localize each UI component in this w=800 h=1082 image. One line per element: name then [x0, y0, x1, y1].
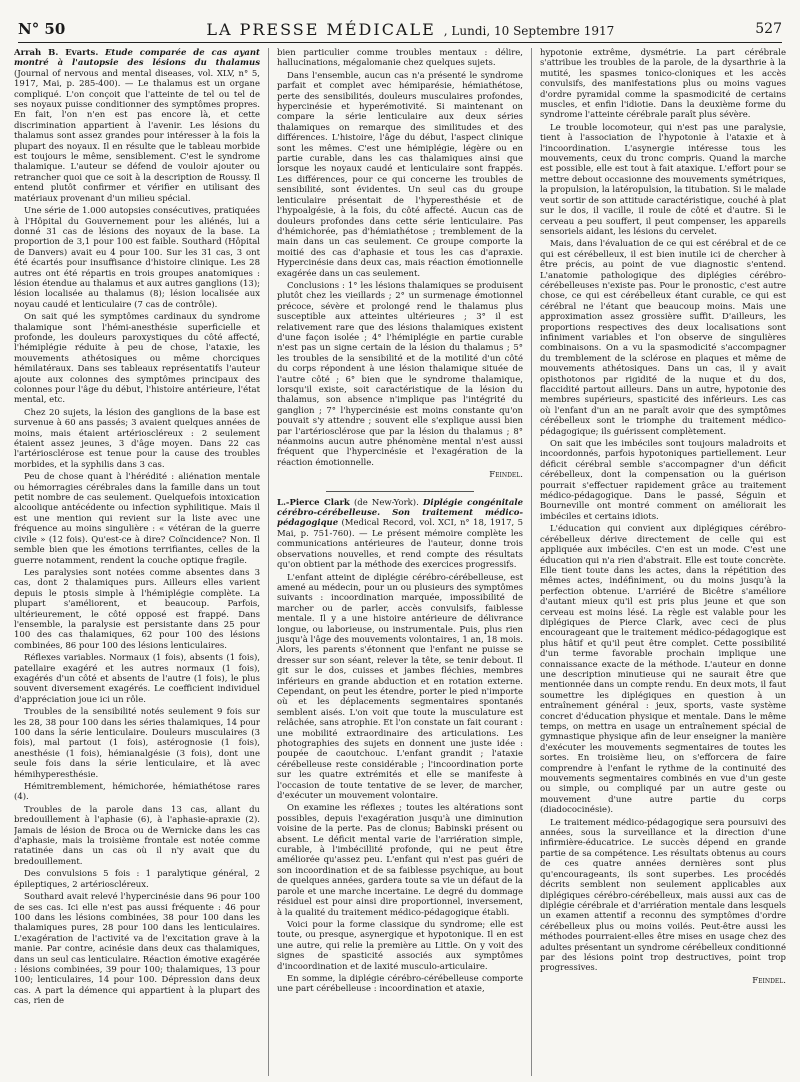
article-clark-intro: [277, 498, 523, 571]
article-title: Diplégie congénitale cérébro-cérébelleuse. Son traitement médico-pédagogique: [277, 497, 523, 529]
article-author: L.-Pierce Clark: [277, 497, 350, 508]
article-reference: (Medical Record, vol. XCI, n° 18, 1917, 5 Mai, p. 751-760). — Le présent mémoire complète les communications antérieures de l'auteur, donne trois observations nouvelles, et rend compte des résultats qu'on obtient par la méthode des exercices progressifs.: [277, 518, 523, 571]
signature: Feindel.: [489, 470, 523, 481]
article-reference: (Journal of nervous and mental diseases, vol. XLV, n° 5, 1917, Mai, p. 285-400). — Le thalamus est un organe compliqué. L'on conçoit que l'atteinte de tel ou tel de ses noyaux puisse conditionner des symptômes propres. En fait, l'on n'en est pas encore là, et cette discrimination appartient à l'avenir. Les lésions du thalamus sont assez grandes pour intéresser à la fois la plupart des noyaux. Il en résulte que le tableau morbide est toujours le même, sensiblement. C'est le syndrome thalamique. L'auteur se défend de vouloir ajouter ou retrancher quoi que ce soit à la description de Roussy. Il entend plutôt confirmer et vérifier en utilisant des matériaux provenant d'un milieu spécial.: [14, 68, 260, 204]
paragraph: Peu de chose quant à l'hérédité : aliénation mentale ou hémorragies cérébrales dans la famille dans un tout petit nombre de cas seulement. Quelquefois intoxication alcoolique antécédente ou infection syphilitique. Mais il est une mention qui revient sur la liste avec une fréquence au moins singulière : « vétéran de la guerre civile » (12 fois). Qu'est-ce à dire? Coïncidence? Non. Il semble bien que les émotions terrifiantes, celles de la guerre notamment, rendent la couche optique fragile.: [14, 472, 260, 566]
paragraph: Troubles de la sensibilité notés seulement 9 fois sur les 28, 38 pour 100 dans les séries thalamiques, 14 pour 100 dans la série lenticulaire. Douleurs musculaires (3 fois), mal partout (1 fois), astérognosie (1 fois), anesthésie (1 fois), hémianalgésie (3 fois), dont une seule fois dans la série lenticulaire, et là avec hémihyperesthésie.: [14, 707, 260, 780]
author-location: (de New-York).: [353, 497, 419, 508]
column-1: [14, 48, 260, 1076]
paragraph: Les paralysies sont notées comme absentes dans 3 cas, dont 2 thalamiques purs. Ailleurs elles varient depuis le ptosis simple à l'hémiplégie complète. La plupart s'améliorent, et beaucoup. Parfois, ultérieurement, le côté opposé est frappé. Dans l'ensemble, la paralysie est persistante dans 25 pour 100 des cas thalamiques, 62 pour 100 des lésions combinées, 86 pour 100 des lésions lenticulaires.: [14, 567, 260, 651]
paragraph: On examine les réflexes ; toutes les altérations sont possibles, depuis l'exagération jusqu'à une diminution voisine de la perte. Pas de clonus; Babinski présent ou absent. Le déficit mental varie de l'arriération simple, curable, à l'imbécillité profonde, qui ne peut être améliorée qu'assez peu. L'enfant qui n'est pas guéri de son incoordination et de sa faiblesse psychique, au bout de quelques années, gardera toute sa vie un défaut de la parole et une marche incertaine. Le degré du dommage résiduel est pour ainsi dire proportionnel, inversement, à la qualité du traitement médico-pédagogique établi.: [277, 803, 523, 918]
article-evarts-intro: [14, 48, 260, 204]
paragraph: Troubles de la parole dans 13 cas, allant du bredouillement à l'aphasie (6), à l'aphasie-apraxie (2). Jamais de lésion de Broca ou de Wernicke dans les cas d'aphasie, mais la troisième frontale est notée comme ratatinée dans un cas où il n'y avait que du bredouillement.: [14, 804, 260, 867]
paragraph: Des convulsions 5 fois : 1 paralytique général, 2 épileptiques, 2 artérioscléreux.: [14, 869, 260, 890]
paragraph: Le traitement médico-pédagogique sera poursuivi des années, sous la surveillance et la direction d'une infirmière-éducatrice. Le succès dépend en grande partie de sa compétence. Les résultats obtenus au cours de ces quatre années dernières sont plus qu'encourageants, ils sont superbes. Les procédés décrits semblent non seulement applicables aux diplégiques cérébro-cérébelleux, mais aussi aux cas de diplégie cérébrale et d'arriération mentale dans lesquels un examen attentif a reconnu des symptômes d'ordre cérébelleux plus ou moins voilés. Peut-être aussi les méthodes pourraient-elles être mises en usage chez des adultes présentant un syndrome cérébelleux conditionné par des lésions point trop destructives, point trop progressives.: [540, 817, 786, 974]
paragraph: Le trouble locomoteur, qui n'est pas une paralysie, tient à l'association de l'hypotonie à l'ataxie et à l'incoordination. L'asynergie intéresse tous les mouvements, ceux du tronc compris. Quand la marche est possible, elle est tout à fait ataxique. L'effort pour se mettre debout occasionne des mouvements symétriques, la propulsion, la latéropulsion, la titubation. Si le malade veut sortir de son attitude caractéristique, couché à plat sur le dos, il vacille, il roule de côté et d'autre. Si le cerveau a peu souffert, il peut compenser, les appareils sensoriels aidant, les lésions du cervelet.: [540, 122, 786, 237]
page-header: [18, 16, 782, 43]
paragraph: L'enfant atteint de diplégie cérébro-cérébelleuse, est amené au médecin, pour un ou plusieurs des symptômes suivants : incoordination marquée, impossibilité de marcher ou de parler, accès convulsifs, faiblesse mentale. Il y a une histoire antérieure de délivrance longue, ou laborieuse, ou instrumentale. Puis, plus rien jusqu'à l'âge des mouvements volontaires, 1 an, 18 mois. Alors, les parents s'étonnent que l'enfant ne puisse se dresser sur son séant, relever la tête, se tenir debout. Il git sur le dos, cuisses et jambes fléchies, membres inférieurs en grande abduction et en rotation externe. Cependant, on peut les étendre, porter le pied n'importe où et les déplacements segmentaires spontanés semblent aisés. L'on voit que toute la musculature est relâchée, sans atrophie. Et l'on constate un fait courant : une mobilité extraordinaire des articulations. Les photographies des sujets en donnent une juste idée : poupée de caoutchouc. L'enfant grandit ; l'ataxie cérébelleuse reste considérable ; l'incoordination porte sur les quatre extrémités et elle se manifeste à l'occasion de toute tentative de se lever, de marcher, d'exécuter un mouvement volontaire.: [277, 572, 523, 802]
text-columns: [14, 48, 786, 1076]
signature: Feindel.: [752, 975, 786, 986]
paragraph: hypotonie extrême, dysmétrie. La part cérébrale s'attribue les troubles de la parole, de la dysarthrie à la mutité, les spasmes tonico-cloniques et les accès convulsifs, des manifestations plus ou moins vagues d'ordre pyramidal comme la spasmodicité de certains muscles, et enfin l'idiotie. Dans la deuxième forme du syndrome l'atteinte cérébrale paraît plus sévère.: [540, 48, 786, 121]
paragraph: Une série de 1.000 autopsies consécutives, pratiquées à l'Hôpital du Gouvernement pour les aliénés, lui a donné 31 cas de lésions des noyaux de la base. La proportion de 3,1 pour 100 est faible. Southard (Hôpital de Danvers) avait eu 4 pour 100. Sur les 31 cas, 3 ont été écartés pour insuffisance d'histoire clinique. Les 28 autres ont été répartis en trois groupes anatomiques : lésion étendue au thalamus et aux autres ganglions (13); lésion localisée au thalamus (8); lésion localisée aux noyau caudé et lenticulaire (7 cas de contrôle).: [14, 206, 260, 310]
journal-title: [206, 20, 614, 39]
paragraph: Voici pour la forme classique du syndrome; elle est toute, ou presque, asynergique et hypotonique. Il en est une autre, qui relie la première au Little. On y voit des signes de spasticité associés aux symptômes d'incoordination et de laxité musculo-articulaire.: [277, 919, 523, 972]
paragraph: En somme, la diplégie cérébro-cérébelleuse comporte une part cérébelleuse : incoordination et ataxie,: [277, 973, 523, 995]
paragraph: On sait qué les symptômes cardinaux du syndrome thalamique sont l'hémi-anesthésie superficielle et profonde, les douleurs paroxystiques du côté affecté, l'hémiplégie réduite à peu de chose, l'ataxie, les mouvements athétosiques ou même chorciques hémilatéraux. Dans ses tableaux représentatifs l'auteur ajoute aux colonnes des symptômes principaux des colonnes pour l'âge du début, l'histoire antérieure, l'état mental, etc.: [14, 312, 260, 406]
conclusions-paragraph: Conclusions : 1° les lésions thalamiques se produisent plutôt chez les vieillards ; 2° un surmenage émotionnel précoce, sévère et prolongé rend le thalamus plus susceptible aux atteintes ultérieures ; 3° il est relativement rare que des lésions thalamiques existent d'une façon isolée ; 4° l'hémiplégie en partie curable n'est pas un signe certain de la lésion du thalamus ; 5° les troubles de la sensibilité et de la motilité d'un côté du corps répondent à une lésion thalamique située de l'autre côté ; 6° bien que le syndrome thalamique, lorsqu'il existe, soit caractéristique de la lésion du thalamus, son absence n'implique pas l'intégrité du ganglion ; 7° l'hypercinésie est moins constante qu'on pouvait s'y attendre ; souvent elle s'explique aussi bien par l'artériosclérose que par la lésion du thalamus ; 8° néanmoins aucun autre phénomène mental n'est aussi fréquent que l'hypercinésie et l'exagération de la réaction émotionnelle.: [277, 280, 523, 468]
column-2: [268, 48, 523, 1076]
paragraph: Dans l'ensemble, aucun cas n'a présenté le syndrome parfait et complet avec hémiparésie, hémiathétose, perte des sensibilités, douleurs musculaires profondes, hypercinésie et hyperémotivité. Si maintenant on compare la série lenticulaire aux deux séries thalamiques on remarque des similitudes et des différences. L'histoire, l'âge du début, l'aspect clinique sont les mêmes. C'est une hémiplégie, légère ou en partie curable, dans les cas thalamiques ainsi que lorsque les noyaux caudé et lenticulaire sont frappés. Les différences, pour ce qui concerne les troubles de sensibilité, sont évidentes. Un seul cas du groupe lenticulaire présentait de l'hyperesthésie et de l'hypoalgésie, à la fois, du côté affecté. Aucun cas de douleurs profondes dans cette série lenticulaire. Pas d'hémichorée, pas d'hémiathétose ; tremblement de la main dans un cas seulement. Ce groupe comporte la moitié des cas d'aphasie et tous les cas d'apraxie. Hypercinésie dans deux cas, mais réaction émotionnelle exagérée dans un cas seulement.: [277, 70, 523, 279]
article-title: Etude comparée de cas ayant montré à l'autopsie des lésions du thalamus: [14, 48, 260, 69]
issue-date: , Lundi, 10 Septembre 1917: [443, 23, 615, 38]
column-3: [531, 48, 786, 1076]
journal-name: LA PRESSE MÉDICALE: [206, 19, 436, 39]
paragraph: Mais, dans l'évaluation de ce qui est cérébral et de ce qui est cérébelleux, il est bien inutile ici de chercher à être précis, au point de vue diagnostic s'entend. L'anatomie pathologique des diplégies cérébro-cérébelleuses n'existe pas. Pour le pronostic, c'est autre chose, ce qui est cérébelleux étant curable, ce qui est cérébral ne l'étant que beaucoup moins. Mais une approximation assez grossière suffit. D'ailleurs, les proportions respectives des deux localisations sont infiniment variables et l'on observe de singulières combinaisons. On a vu la spasmodicité s'accompagner du tremblement de la sclérose en plaques et même de mouvements athétosiques. Dans un cas, il y avait opisthotonos par rigidité de la nuque et du dos, flaccidité partout ailleurs. Dans un autre, hypotonie des membres supérieurs, spasticité des inférieurs. Les cas où l'enfant d'un an ne paraît avoir que des symptômes cérébelleux sont le triomphe du traitement médico-pédagogique; ils guérissent complètement.: [540, 239, 786, 437]
divider: [326, 491, 474, 492]
page-number: 527: [755, 21, 782, 37]
paragraph: On sait que les imbéciles sont toujours maladroits et incoordonnés, parfois hypotoniques partiellement. Leur déficit cérébral semble s'accompagner d'un déficit cérébelleux, dont la compensation ou la guérison pourrait s'effectuer rapidement grâce au traitement médico-pédagogique. Dans le passé, Séguin et Bourneville ont montré comment on améliorait les imbéciles et certains idiots.: [540, 439, 786, 522]
paragraph: Chez 20 sujets, la lésion des ganglions de la base est survenue à 60 ans passés; 3 avaient quelques années de moins, mais étaient artérioscléreux : 2 seulement étaient assez jeunes, 3 d'âge moyen. Dans 22 cas l'artériosclérose est tenue pour la cause des troubles morbides, et la syphilis dans 3 cas.: [14, 407, 260, 470]
issue-number: N° 50: [18, 20, 66, 38]
paragraph: Réflexes variables. Normaux (1 fois), absents (1 fois), patellaire exagéré et les autres normaux (1 fois), exagérés d'un côté et absents de l'autre (1 fois), le plus souvent diversement exagérés. Le coefficient individuel d'appréciation joue ici un rôle.: [14, 653, 260, 705]
paragraph: L'éducation qui convient aux diplégiques cérébro-cérébelleux dérive directement de celle qui est appliquée aux imbéciles. C'en est un mode. C'est une éducation qui n'a rien d'abstrait. Elle est toute concrète. Elle tient toute dans les actes, dans la répétition des mêmes actes, indéfiniment, ou du moins jusqu'à la perfection obtenue. L'arriéré de Bicêtre s'améliore d'autant mieux qu'il est pris plus jeune et que son cerveau est moins lésé. La règle est valable pour les diplégiques de Pierce Clark, avec ceci de plus encourageant que le traitement médico-pédagogique est plus hâtif et qu'il peut être complet. Cette possibilité d'un terme favorable prochain implique une connaissance exacte de la méthode. L'auteur en donne une description minutieuse qui ne saurait être que mentionnée dans un compte rendu. En deux mots, il faut soumettre les diplégiques en question à un entraînement général : jeux, sports, vaste système concret d'éducation physique et mentale. Dans le même temps, on mettra en usage un entraînement spécial de gymnastique physique afin de leur enseigner la manière d'exécuter les mouvements segmentaires de toutes les sortes. En troisième lieu, on s'efforcera de faire comprendre à l'enfant le rythme de la continuité des mouvements segmentaires combinés en vue d'un geste ou simple, ou compliqué par un autre geste ou mouvement d'une autre partie du corps (diadococinésie).: [540, 524, 786, 816]
paragraph: Hémitremblement, hémichorée, hémiathétose rares (4).: [14, 782, 260, 803]
article-author: Arrah B. Evarts.: [14, 48, 99, 58]
paragraph: bien particulier comme troubles mentaux : délire, hallucinations, mégalomanie chez quelques sujets.: [277, 48, 523, 69]
paragraph: Southard avait relevé l'hypercinésie dans 96 pour 100 de ses cas. Ici elle n'est pas aussi fréquente : 46 pour 100 dans les lésions combinées, 38 pour 100 dans les thalamiques pures, 28 pour 100 dans les lenticulaires. L'exagération de l'activité va de l'excitation grave à la manie. Par contre, acinésie dans deux cas thalamiques, dans un seul cas lenticulaire. Réaction émotive exagérée : lésions combinées, 39 pour 100; thalamiques, 13 pour 100; lenticulaires, 14 pour 100. Dépression dans deux cas. A part la démence qui appartient à la plupart des cas, rien de: [14, 892, 260, 1007]
